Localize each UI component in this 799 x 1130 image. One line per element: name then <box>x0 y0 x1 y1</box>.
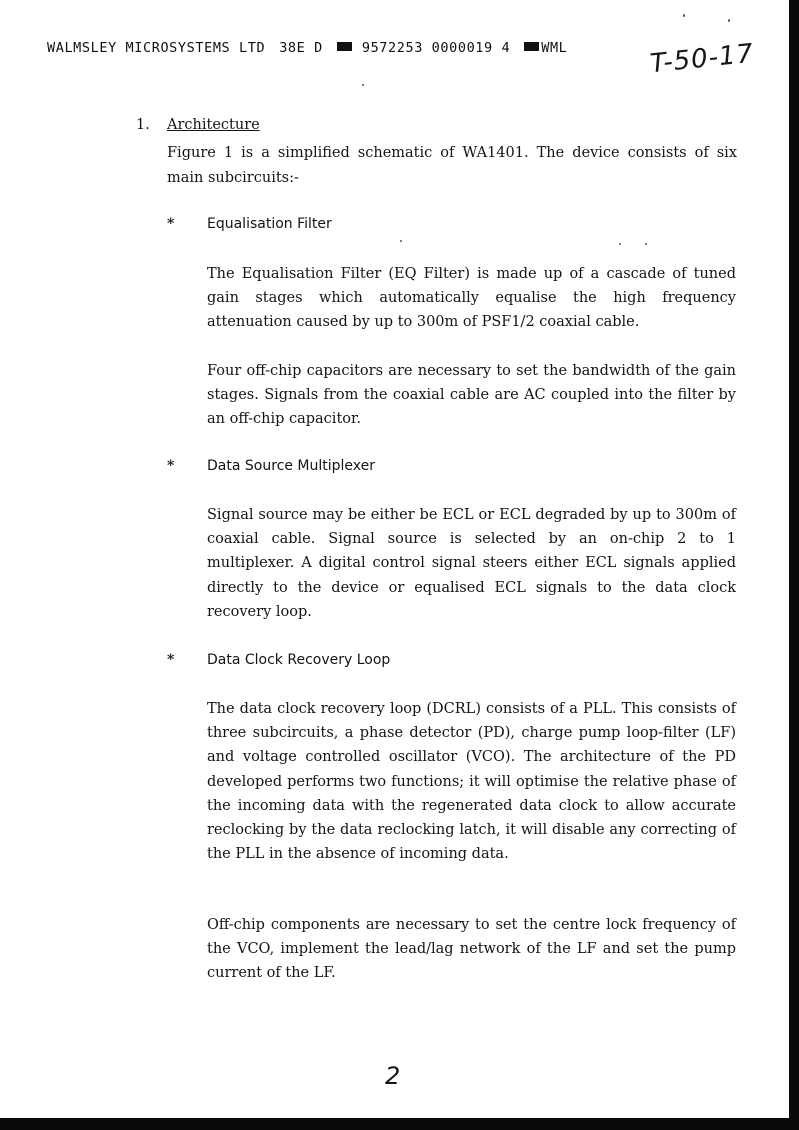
paragraph: Signal source may be either be ECL or ECL degraded by up to 300m of coaxial cable. Signal source is selected by an on-chip 2 to 1 multiplexer. A digital control signal steers either ECL signals applied directly to the device or equalised ECL signals to the data clock recovery loop. <box>207 507 736 620</box>
subsection-title-data-clock-recovery-loop: Data Clock Recovery Loop <box>207 652 391 668</box>
scan-speck <box>645 243 647 245</box>
scan-speck <box>728 19 730 22</box>
section-number: 1. <box>136 117 150 133</box>
paragraph: The Equalisation Filter (EQ Filter) is made up of a cascade of tuned gain stages which automatically equalise the high frequency attenuation caused by up to 300m of PSF1/2 coaxial cable. <box>207 266 736 331</box>
handwritten-reference: T-50-17 <box>648 38 756 80</box>
subsection-title-equalisation-filter: Equalisation Filter <box>207 216 332 232</box>
scan-speck <box>619 243 621 245</box>
header-suffix: WML <box>541 40 568 56</box>
bullet-asterisk: * <box>167 458 175 474</box>
section-heading <box>136 117 260 133</box>
subsection-title-data-source-multiplexer: Data Source Multiplexer <box>207 458 375 474</box>
paragraph: The data clock recovery loop (DCRL) consists of a PLL. This consists of three subcircuits, a phase detector (PD), charge pump loop-filter (LF) and voltage controlled oscillator (VCO). The architecture of the PD developed performs two functions; it will optimise the relative phase of the incoming data with the regenerated data clock to allow accurate reclocking by the data reclocking latch, it will disable any correcting of the PLL in the absence of incoming data. <box>207 701 736 863</box>
company-name: WALMSLEY MICROSYSTEMS LTD <box>47 40 266 56</box>
bullet-asterisk: * <box>167 216 175 232</box>
header-code: 38E D <box>279 40 323 56</box>
document-header <box>47 40 647 56</box>
redaction-block-icon <box>524 42 539 51</box>
scan-speck <box>683 14 685 17</box>
bullet-asterisk: * <box>167 652 175 668</box>
scan-border-bottom <box>0 1118 799 1130</box>
section-title: Architecture <box>167 117 260 133</box>
page-number: 2 <box>385 1062 401 1090</box>
scan-speck <box>400 240 402 242</box>
scan-speck <box>362 84 364 86</box>
section-intro: Figure 1 is a simplified schematic of WA1401. The device consists of six main subcircuits:- <box>167 145 737 186</box>
paragraph: Off-chip components are necessary to set the centre lock frequency of the VCO, implement the lead/lag network of the LF and set the pump current of the LF. <box>207 917 736 982</box>
scan-border-right <box>789 0 799 1130</box>
paragraph: Four off-chip capacitors are necessary to set the bandwidth of the gain stages. Signals from the coaxial cable are AC coupled into the filter by an off-chip capacitor. <box>207 363 736 428</box>
header-number: 9572253 0000019 4 <box>361 40 511 56</box>
redaction-block-icon <box>337 42 352 51</box>
